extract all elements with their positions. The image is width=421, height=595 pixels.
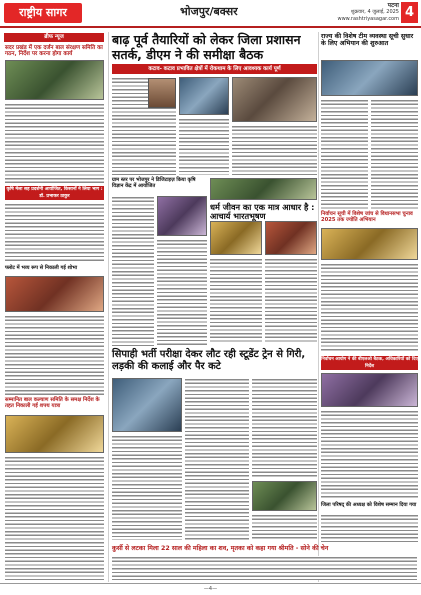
section-brief-news: ब्रीफ न्यूज bbox=[4, 33, 104, 42]
lead-body-col-2 bbox=[179, 118, 229, 175]
story-4-body-1 bbox=[112, 435, 182, 540]
lead-photo-1 bbox=[179, 77, 229, 115]
column-divider bbox=[318, 32, 319, 582]
left-body-2 bbox=[5, 203, 104, 263]
city-label: पटना bbox=[387, 2, 399, 9]
left-headline-2: कृषि मेला सह प्रदर्शनी आयोजित, किसानों ने लिया भाग : डॉ. प्रभाकर ठाकुर bbox=[6, 187, 103, 199]
right-body-1 bbox=[321, 99, 368, 209]
left-headline-4: सम्मानित बाल कल्याण समिति के समक्ष निर्देश के तहत निकाली गई शपथ यात्रा bbox=[5, 397, 100, 409]
story-4-photo bbox=[112, 378, 182, 432]
banner-body-2 bbox=[265, 258, 317, 344]
banner-photo-2 bbox=[265, 221, 317, 255]
banner-photo-1 bbox=[210, 221, 262, 255]
mid-body-1 bbox=[112, 196, 154, 346]
right-body-3 bbox=[321, 263, 418, 353]
issue-date: शुक्रवार, 4 जुलाई, 2025 bbox=[350, 9, 399, 15]
right-body-5 bbox=[321, 514, 418, 542]
story-4-headline: सिपाही भर्ती परीक्षा देकर लौट रही स्टूडेंट ट्रेन से गिरी, लड़की की कलाई और पैर कटे bbox=[112, 349, 306, 372]
story-4-body-4 bbox=[252, 514, 317, 540]
right-photo-1 bbox=[321, 60, 418, 96]
bottom-headline: कुर्सी से लटका मिला 22 साल की महिला का शव, मृतका को कहा गया श्रीमति - सोने की चेन bbox=[112, 545, 329, 552]
right-headline-3: निर्वाचन आयोग ने की बीएलओ बैठक, अधिकारियों को दिए निर्देश bbox=[321, 357, 418, 369]
date-block bbox=[338, 2, 400, 23]
left-headline-3: फ्लोट में भव्य रूप से निकाली गई शोभा bbox=[5, 265, 78, 271]
website-link[interactable]: www.rashtriyasagar.com bbox=[337, 16, 399, 22]
right-body-2 bbox=[371, 99, 418, 209]
story-4-photo-2 bbox=[252, 481, 317, 511]
left-body-4 bbox=[5, 456, 104, 580]
right-photo-3 bbox=[321, 373, 418, 407]
column-divider bbox=[108, 32, 109, 582]
lead-portrait bbox=[148, 78, 176, 108]
right-headline-2: निर्वाचन सूची में विशेष जांच से विधानसभा चुनाव 2025 तक ज्योति अभियान bbox=[321, 211, 413, 223]
right-body-4 bbox=[321, 410, 418, 500]
story-3-headline: ग्राम स्तर पर भोजपुर ने डिजिटाइज़ किया कृषि विज्ञान केंद्र में आयोजित bbox=[112, 177, 196, 189]
right-headline-1: राज्य की विशेष टीम व्यवस्था सूची सुधार के लिए अभियान की शुरुआत bbox=[321, 33, 414, 48]
footer-rule bbox=[0, 583, 421, 584]
right-photo-2 bbox=[321, 228, 418, 260]
story-3-photo bbox=[210, 178, 317, 200]
page-number: 4 bbox=[401, 2, 418, 23]
banner-body-1 bbox=[210, 258, 262, 344]
mid-body-2 bbox=[157, 239, 207, 346]
lead-body-col-3 bbox=[232, 125, 317, 175]
bottom-body bbox=[112, 556, 417, 580]
right-headline-4: जिला परिषद् की अध्यक्ष को विशेष सम्मान दिया गया bbox=[321, 502, 417, 508]
lead-subhead: कटाव- कटाव प्रभावित क्षेत्रों में रोकथाम के लिए आवश्यक कार्य पूर्ण bbox=[112, 64, 317, 74]
banner-headline: धर्म जीवन का एक मात्र आधार है : आचार्य भारतभूषण bbox=[210, 202, 315, 222]
lead-photo-2 bbox=[232, 77, 317, 122]
left-body-1 bbox=[5, 103, 104, 183]
left-body-3 bbox=[5, 315, 104, 395]
left-headline-1: सदर प्रखंड में एक दर्जन बाल संरक्षण समिति का गठन, निर्देश पर करना होगा कार्य bbox=[5, 45, 103, 58]
edition-title: भोजपुर/बक्सर bbox=[180, 5, 238, 18]
mid-photo-1 bbox=[157, 196, 207, 236]
page-footer: —4— bbox=[203, 586, 218, 592]
lead-headline: बाढ़ पूर्व तैयारियों को लेकर जिला प्रशासन सतर्क, डीएम ने की समीक्षा बैठक bbox=[112, 32, 301, 62]
left-photo-2 bbox=[5, 276, 104, 312]
masthead bbox=[0, 0, 421, 28]
newspaper-logo: राष्ट्रीय सागर bbox=[4, 3, 82, 23]
story-4-body-3 bbox=[252, 378, 317, 478]
left-photo-3 bbox=[5, 415, 104, 453]
left-photo-1 bbox=[5, 60, 104, 100]
story-4-body-2 bbox=[185, 378, 249, 540]
